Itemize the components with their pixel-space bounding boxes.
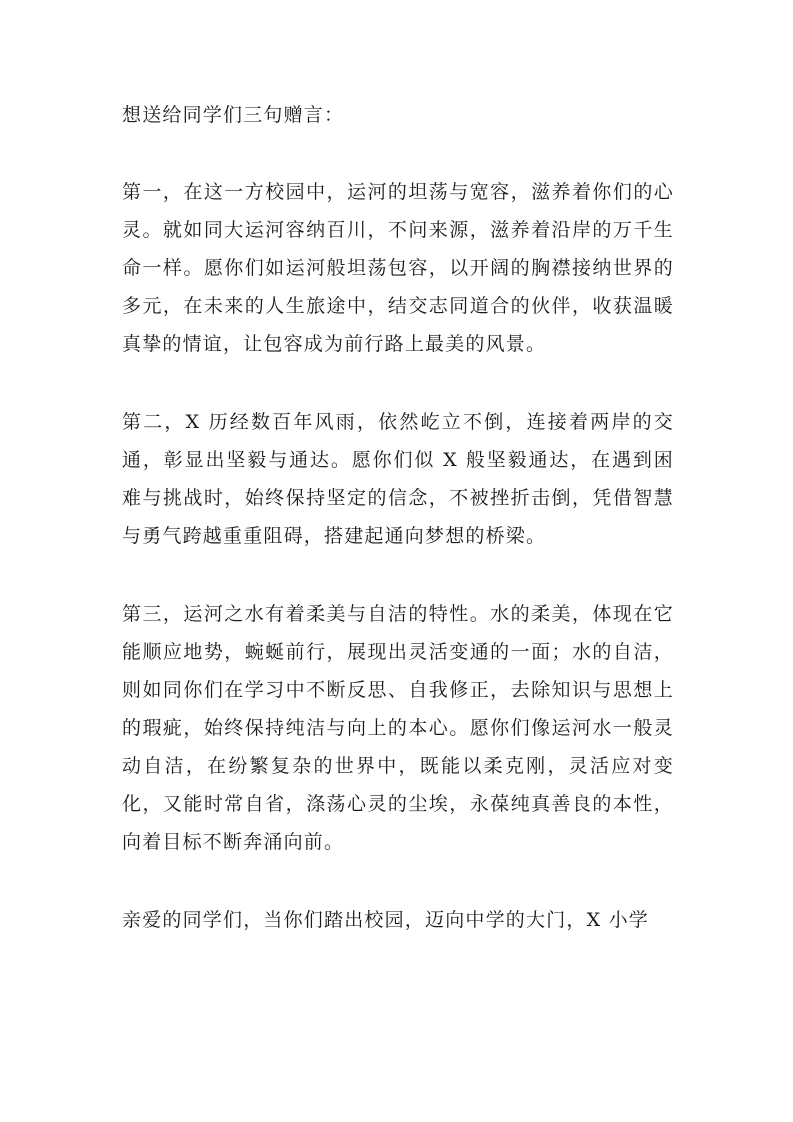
paragraph-third-wish: 第三，运河之水有着柔美与自洁的特性。水的柔美，体现在它能顺应地势，蜿蜒前行，展现出灵活变通的一面；水的自洁，则如同你们在学习中不断反思、自我修正，去除知识与思想上的瑕疵，始终保持纯洁与向上的本心。愿你们像运河水一般灵动自洁，在纷繁复杂的世界中，既能以柔克刚，灵活应对变化，又能时常自省，涤荡心灵的尘埃，永葆纯真善良的本性，向着目标不断奔涌向前。	[122, 603, 674, 853]
document-page	[122, 96, 674, 939]
paragraph-second-wish: 第二，X 历经数百年风雨，依然屹立不倒，连接着两岸的交通，彰显出坚毅与通达。愿你们似 X 般坚毅通达，在遇到困难与挑战时，始终保持坚定的信念，不被挫折击倒，凭借智慧与勇气跨越重重阻碍，搭建起通向梦想的桥梁。	[122, 411, 674, 547]
intro-paragraph: 想送给同学们三句赠言：	[122, 104, 345, 126]
paragraph-closing: 亲爱的同学们，当你们踏出校园，迈向中学的大门，X 小学	[122, 909, 649, 931]
paragraph-first-wish: 第一，在这一方校园中，运河的坦荡与宽容，滋养着你们的心灵。就如同大运河容纳百川，不问来源，滋养着沿岸的万千生命一样。愿你们如运河般坦荡包容，以开阔的胸襟接纳世界的多元，在未来的人生旅途中，结交志同道合的伙伴，收获温暖真挚的情谊，让包容成为前行路上最美的风景。	[122, 181, 674, 355]
